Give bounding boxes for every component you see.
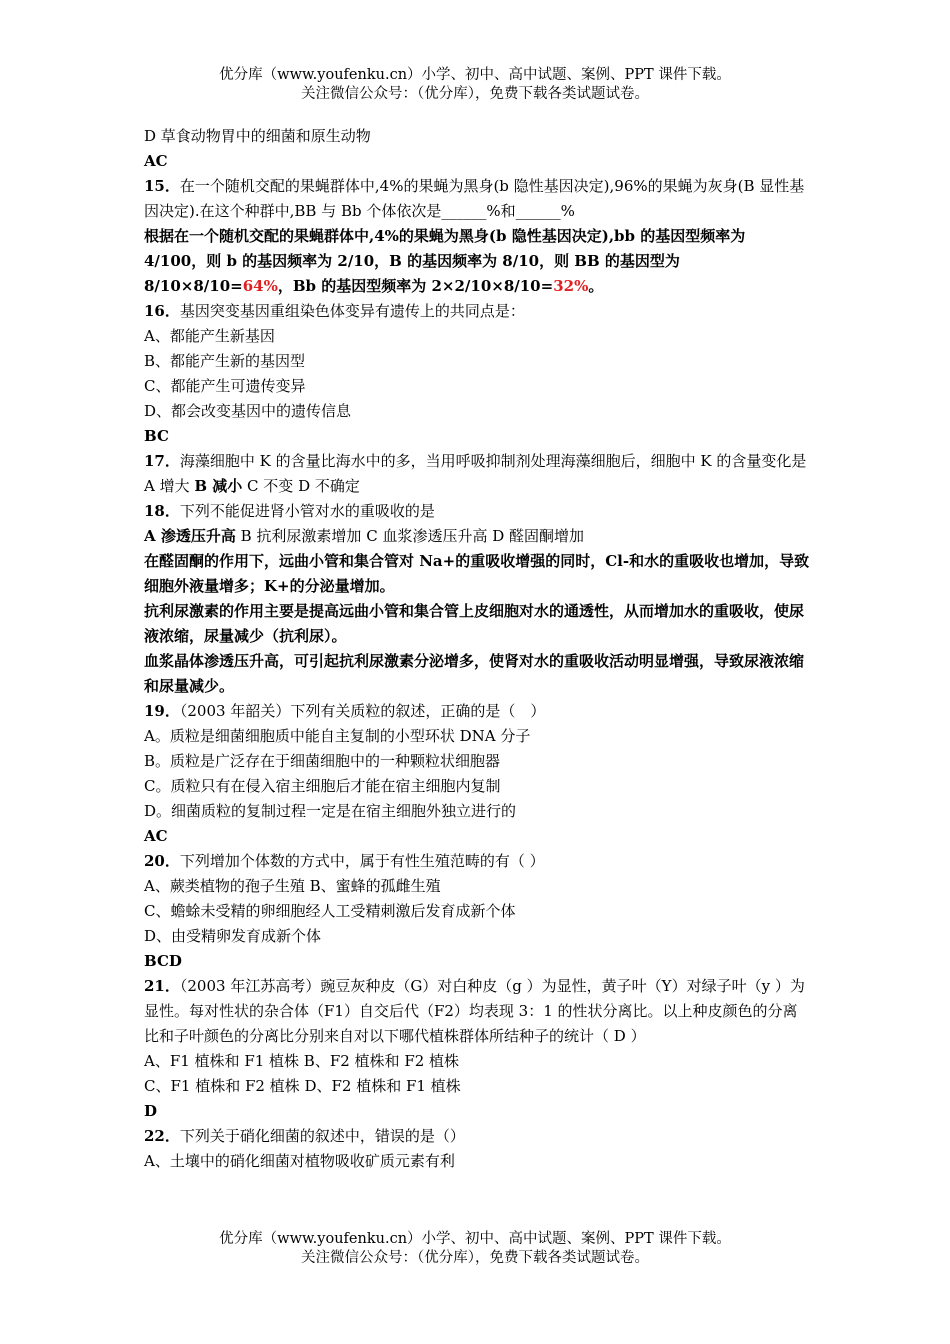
q20-answer: BCD bbox=[144, 952, 182, 970]
page-header bbox=[0, 66, 950, 104]
q22-question bbox=[144, 1124, 810, 1149]
q21-answer: D bbox=[144, 1102, 158, 1120]
q17-number: 17． bbox=[144, 452, 180, 470]
header-line-1: 优分库（www.youfenku.cn）小学、初中、高中试题、案例、PPT 课件下载。 bbox=[219, 67, 731, 83]
q15-bb-hetero-value: 32% bbox=[553, 277, 589, 295]
q19-option: C。质粒只有在侵入宿主细胞后才能在宿主细胞内复制 bbox=[144, 777, 501, 795]
footer-line-2: 关注微信公众号：（优分库），免费下载各类试题试卷。 bbox=[301, 1250, 649, 1266]
q16-number: 16． bbox=[144, 302, 180, 320]
header-line-2: 关注微信公众号：（优分库），免费下载各类试题试卷。 bbox=[301, 86, 649, 102]
q20-question bbox=[144, 849, 810, 874]
q16-question bbox=[144, 299, 810, 324]
q15-exp-part-b: ，Bb 的基因型频率为 2×2/10×8/10= bbox=[277, 277, 554, 295]
q22-stem: 下列关于硝化细菌的叙述中，错误的是（） bbox=[179, 1127, 465, 1145]
q21-stem: （2003 年江苏高考）豌豆灰种皮（G）对白种皮（g ）为显性，黄子叶（Y）对绿子叶（y ）为显性。每对性状的杂合体（F1）自交后代（F2）均表现 3：1 的性状分离比。以上种皮颜色的分离比和子叶颜色的分离比分别来自对以下哪代植株群体所结种子的统计（ D ） bbox=[144, 977, 805, 1045]
q15-number: 15． bbox=[144, 177, 180, 195]
q20-option: D、由受精卵发育成新个体 bbox=[144, 927, 322, 945]
q15-bb-value: 64% bbox=[242, 277, 278, 295]
q14-option-d: D 草食动物胃中的细菌和原生动物 bbox=[144, 127, 371, 145]
q18-option-rest: B 抗利尿激素增加 C 血浆渗透压升高 D 醛固酮增加 bbox=[235, 527, 585, 545]
q15-exp-part-a: 根据在一个随机交配的果蝇群体中,4%的果蝇为黑身(b 隐性基因决定),bb 的基因型频率为 4/100，则 b 的基因频率为 2/10，B 的基因频率为 8/10，则 BB 的基因型为 8/10×8/10= bbox=[144, 227, 746, 295]
q16-option: B、都能产生新的基因型 bbox=[144, 352, 306, 370]
q14-answer: AC bbox=[144, 152, 168, 170]
q15-stem: 在一个随机交配的果蝇群体中,4%的果蝇为黑身(b 隐性基因决定),96%的果蝇为灰身(B 显性基因决定).在这个种群中,BB 与 Bb 个体依次是______%和______% bbox=[144, 177, 805, 220]
q19-stem: （2003 年韶关）下列有关质粒的叙述，正确的是（ ） bbox=[179, 702, 546, 720]
q17-option-a: A 增大 bbox=[144, 477, 195, 495]
footer-line-1: 优分库（www.youfenku.cn）小学、初中、高中试题、案例、PPT 课件下载。 bbox=[219, 1231, 731, 1247]
q21-number: 21． bbox=[144, 977, 180, 995]
q20-stem: 下列增加个体数的方式中，属于有性生殖范畴的有（ ） bbox=[179, 852, 545, 870]
q16-option: A、都能产生新基因 bbox=[144, 327, 275, 345]
q15-explanation bbox=[144, 224, 810, 299]
page-footer bbox=[0, 1230, 950, 1268]
q16-option: C、都能产生可遗传变异 bbox=[144, 377, 306, 395]
q15-exp-part-c: 。 bbox=[588, 277, 604, 295]
q17-options bbox=[144, 474, 810, 499]
q20-number: 20． bbox=[144, 852, 180, 870]
q15-question bbox=[144, 174, 810, 224]
q19-question bbox=[144, 699, 810, 724]
q18-stem: 下列不能促进肾小管对水的重吸收的是 bbox=[179, 502, 435, 520]
q19-number: 19． bbox=[144, 702, 180, 720]
q19-option: A。质粒是细菌细胞质中能自主复制的小型环状 DNA 分子 bbox=[144, 727, 531, 745]
q20-option: C、蟾蜍未受精的卵细胞经人工受精刺激后发育成新个体 bbox=[144, 902, 516, 920]
q18-question bbox=[144, 499, 810, 524]
q16-answer: BC bbox=[144, 427, 169, 445]
q19-option: D。细菌质粒的复制过程一定是在宿主细胞外独立进行的 bbox=[144, 802, 517, 820]
q18-number: 18． bbox=[144, 502, 180, 520]
q18-options bbox=[144, 524, 810, 549]
q18-explanation: 血浆晶体渗透压升高，可引起抗利尿激素分泌增多，使肾对水的重吸收活动明显增强，导致尿液浓缩和尿量减少。 bbox=[144, 652, 805, 695]
q18-explanation: 抗利尿激素的作用主要是提高远曲小管和集合管上皮细胞对水的通透性，从而增加水的重吸收，使尿液浓缩，尿量减少（抗利尿）。 bbox=[144, 602, 805, 645]
q21-option: A、F1 植株和 F1 植株 B、F2 植株和 F2 植株 bbox=[144, 1052, 460, 1070]
q21-option: C、F1 植株和 F2 植株 D、F2 植株和 F1 植株 bbox=[144, 1077, 461, 1095]
q17-option-cd: C 不变 D 不确定 bbox=[242, 477, 360, 495]
q17-option-b: B 减小 bbox=[194, 477, 243, 495]
document-body bbox=[144, 124, 810, 1174]
q22-option: A、土壤中的硝化细菌对植物吸收矿质元素有利 bbox=[144, 1152, 455, 1170]
q20-option: A、蕨类植物的孢子生殖 B、蜜蜂的孤雌生殖 bbox=[144, 877, 441, 895]
q17-stem: 海藻细胞中 K 的含量比海水中的多，当用呼吸抑制剂处理海藻细胞后，细胞中 K 的含量变化是 bbox=[179, 452, 807, 470]
q19-option: B。质粒是广泛存在于细菌细胞中的一种颗粒状细胞器 bbox=[144, 752, 501, 770]
q18-option-a: A 渗透压升高 bbox=[144, 527, 236, 545]
q22-number: 22． bbox=[144, 1127, 180, 1145]
q17-question bbox=[144, 449, 810, 474]
q16-option: D、都会改变基因中的遗传信息 bbox=[144, 402, 352, 420]
q19-answer: AC bbox=[144, 827, 168, 845]
q21-question bbox=[144, 974, 810, 1049]
q18-explanation: 在醛固酮的作用下，远曲小管和集合管对 Na+的重吸收增强的同时，Cl-和水的重吸收也增加，导致细胞外液量增多；K+的分泌量增加。 bbox=[144, 552, 810, 595]
q16-stem: 基因突变基因重组染色体变异有遗传上的共同点是： bbox=[179, 302, 525, 320]
